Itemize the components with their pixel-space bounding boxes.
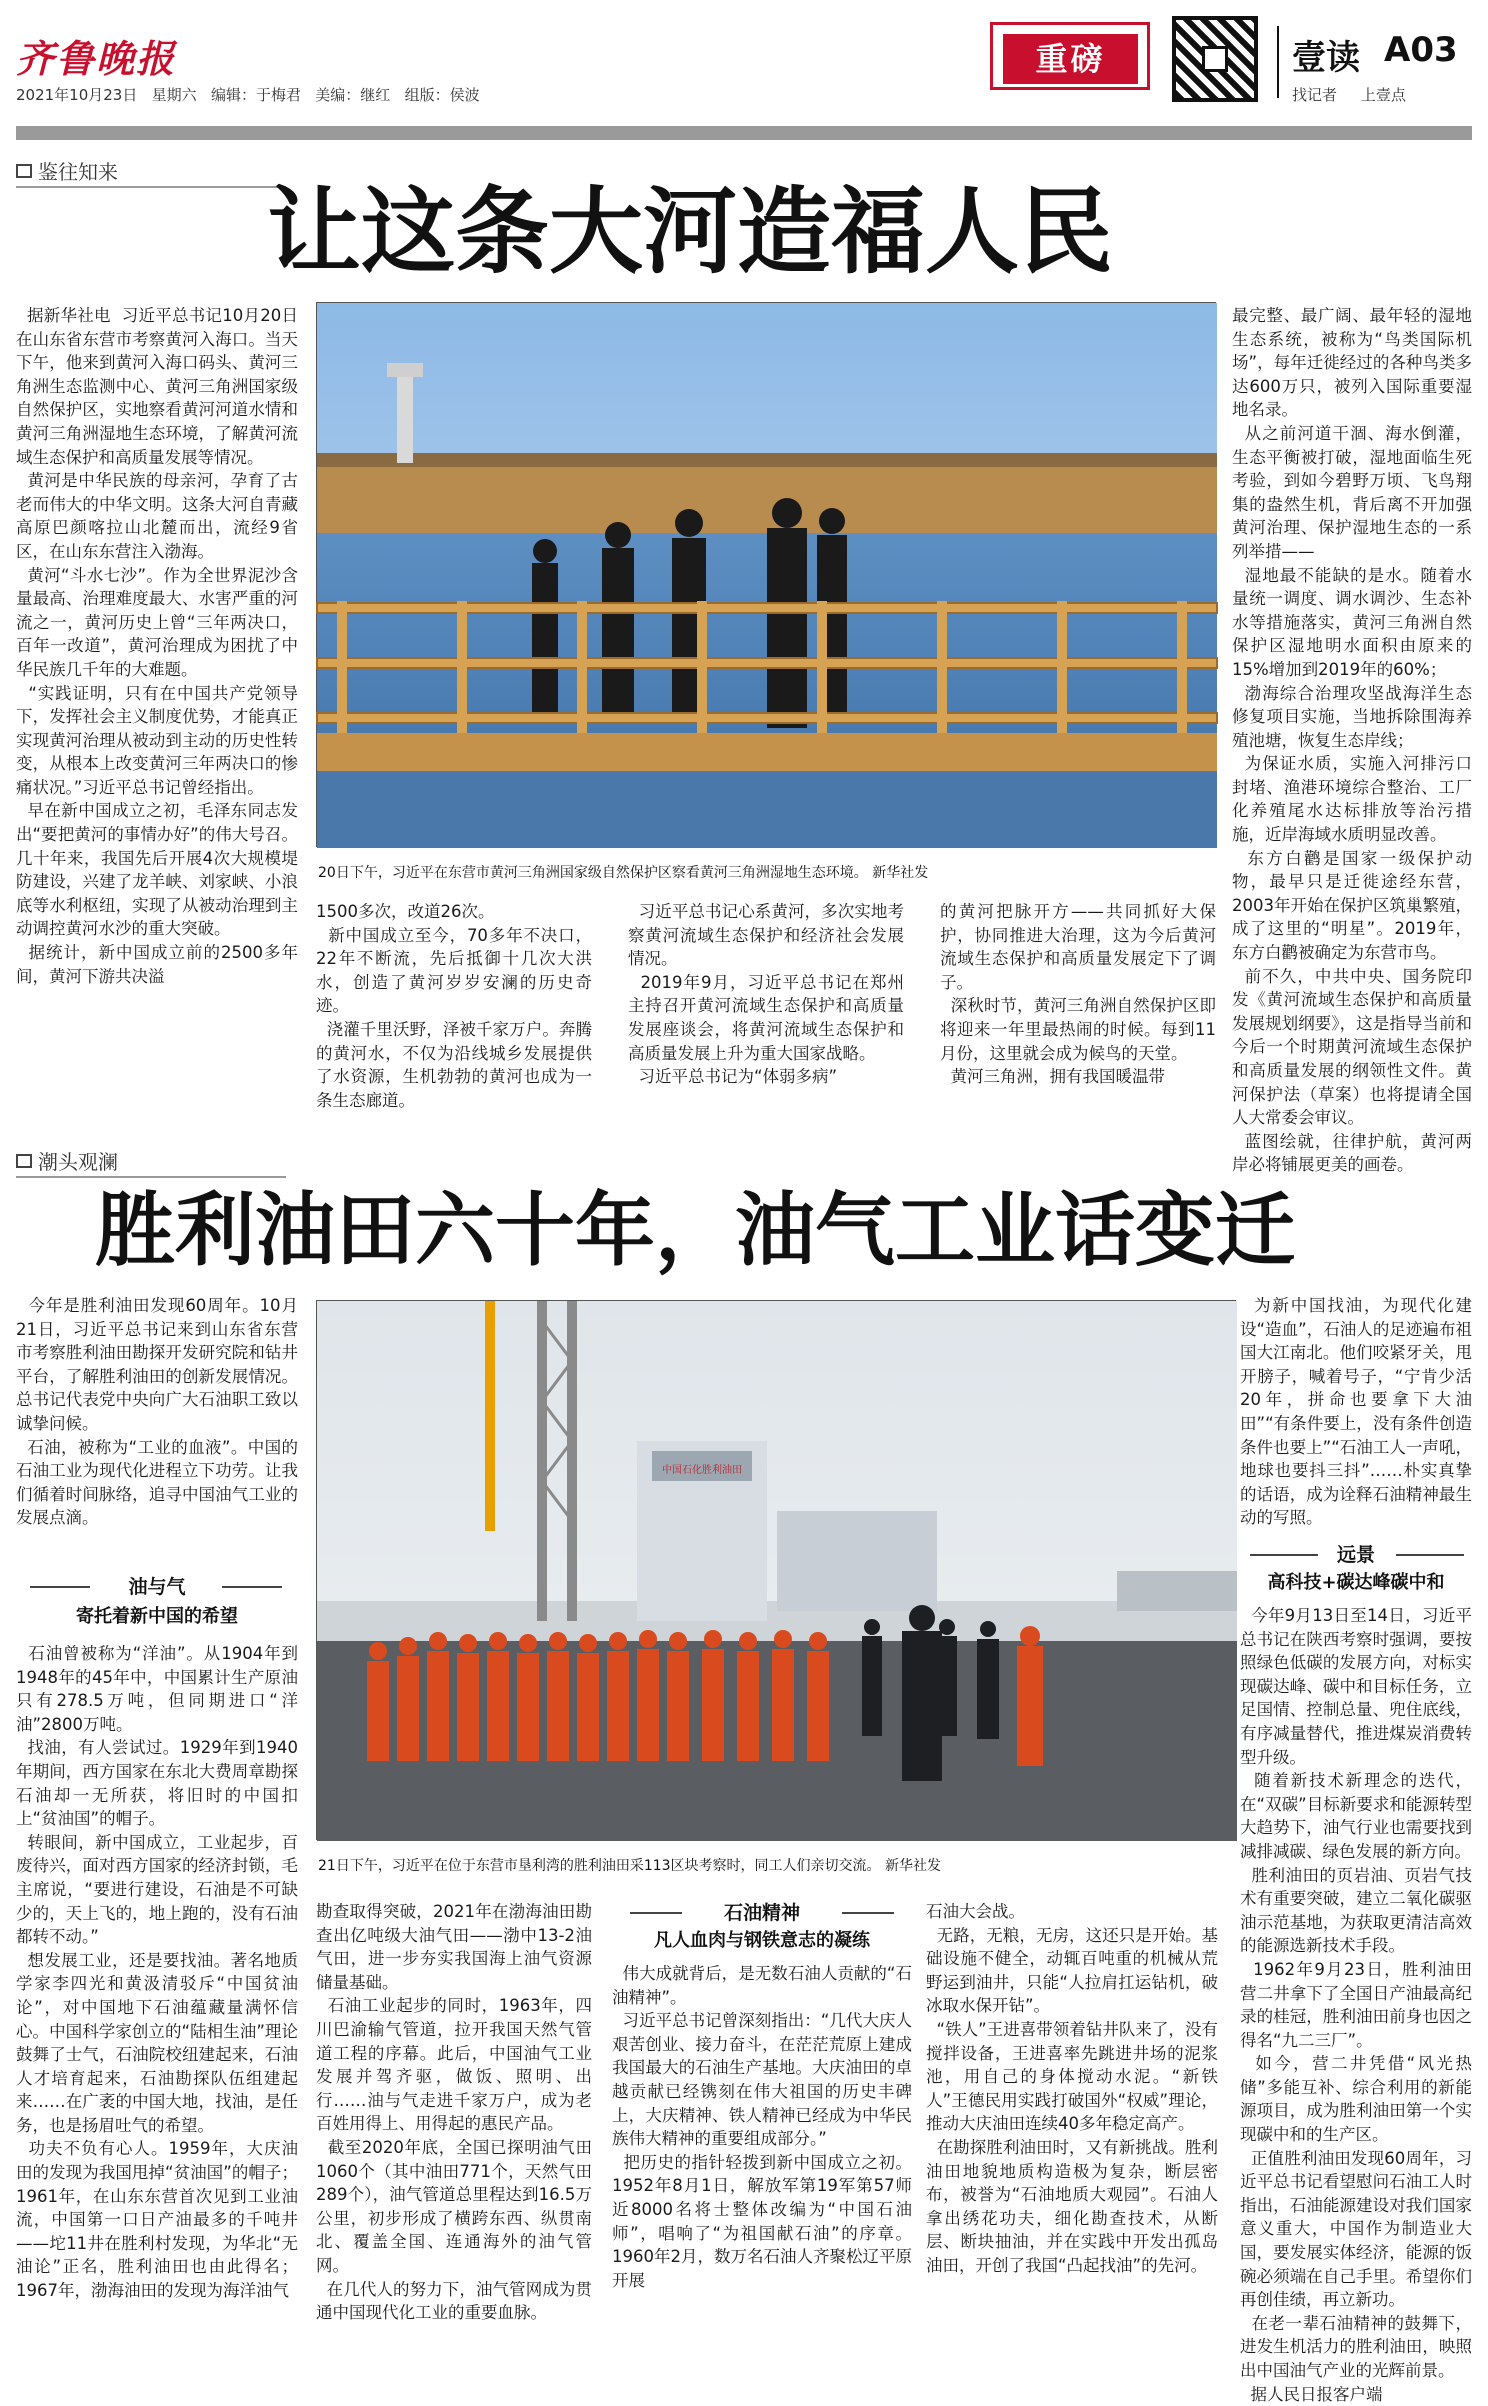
photo-oilfield-visit xyxy=(316,1300,1236,1840)
section-tag: 重磅 xyxy=(1003,34,1138,84)
article-2-col-5b: 今年9月13日至14日，习近平总书记在陕西考察时强调，要按照绿色低碳的发展方向，对标实现碳达峰、碳中和目标任务，立足国情、控制总量、兜住底线，有序减量替代，推进煤炭消费转型升级。 随着新技术新理念的迭代，在“双碳”目标新要求和能源转型大趋势下，油气行业也需要找到减排减碳、绿色发展的新方向。 胜利油田的页岩油、页岩气技术有重要突破，建立二氧化碳驱油示范基地，为获取更清洁高效的能源选新技术手段。 1962年9月23日，胜利油田营二井拿下了全国日产油最高纪录的桂冠，胜利油田前身也因之得名“九二三厂”。 如今，营二井凭借“风光热储”多能互补、综合利用的新能源项目，成为胜利油田第一个实现碳中和的生产区。 正值胜利油田发现60周年，习近平总书记看望慰问石油工人时指出，石油能源建设对我们国家意义重大，中国作为制造业大国，要发展实体经济，能源的饭碗必须端在自己手里。希望你们再创佳绩，再立新功。 在老一辈石油精神的鼓舞下，进发生机活力的胜利油田，映照出中国油气产业的光辉前景。 据人民日报客户端 xyxy=(1240,1606,1472,2404)
masthead-divider xyxy=(1277,26,1279,98)
subhead-rule xyxy=(222,1586,282,1588)
subhead-1b: 寄托着新中国的希望 xyxy=(76,1606,238,1627)
article-1-col-1: 据新华社电 习近平总书记10月20日在山东省东营市考察黄河入海口。当天下午，他来到黄河入海口码头、黄河三角洲生态监测中心、黄河三角洲国家级自然保护区，实地察看黄河河道水情和黄河三角洲湿地生态环境，了解黄河流域生态保护和高质量发展等情况。 黄河是中华民族的母亲河，孕育了古老而伟大的中华文明。这条大河自青藏高原巴颜喀拉山北麓而出，流经9省区，在山东东营注入渤海。 黄河“斗水七沙”。作为全世界泥沙含量最高、治理难度最大、水害严重的河流之一，黄河历史上曾“三年两决口，百年一改道”，黄河治理成为困扰了中华民族几千年的大难题。 “实践证明，只有在中国共产党领导下，发挥社会主义制度优势，才能真正实现黄河治理从被动到主动的历史性转变，从根本上改变黄河三年两决口的惨痛状况。”习近平总书记曾经指出。 早在新中国成立之初，毛泽东同志发出“要把黄河的事情办好”的伟大号召。几十年来，我国先后开展4次大规模堤防建设，兴建了龙羊峡、刘家峡、小浪底等水利枢纽，实现了从被动治理到主动调控黄河水沙的重大突破。 据统计，新中国成立前的2500多年间，黄河下游共决溢 xyxy=(16,306,298,986)
subhead-3b: 高科技+碳达峰碳中和 xyxy=(1267,1572,1445,1593)
article-2-col-4: 石油大会战。 无路，无粮，无房，这还只是开始。基础设施不健全，动辄百吨重的机械从荒野运到油井，只能“人拉肩扛运钻机，破冰取水保开钻”。 “铁人”王进喜带领着钻井队来了，没有搅拌设备，王进喜率先跳进井场的泥浆池，用自己的身体搅动水泥。“新铁人”王德民用实践打破国外“权威”理论，推动大庆油田连续40多年稳定高产。 在勘探胜利油田时，又有新挑战。胜利油田地貌地质构造极为复杂，断层密布，被誉为“石油地质大观园”。石油人拿出绣花功夫，细化勘查技术，从断层、断块抽油，并在实践中开发出孤岛油田，开创了我国“凸起找油”的先河。 xyxy=(926,1902,1218,2275)
rig-sign: 中国石化胜利油田 xyxy=(662,1465,742,1476)
article-1-col-2: 1500多次，改道26次。 新中国成立至今，70多年不决口，22年不断流，先后抵御十几次大洪水，创造了黄河岁岁安澜的历史奇迹。 浇灌千里沃野，泽被千家万户。奔腾的黄河水，不仅为沿线城乡发展提供了水资源，生机勃勃的黄河也成为一条生态廊道。 xyxy=(316,902,592,1110)
column-label-text: 鉴往知来 xyxy=(38,160,118,184)
photo-caption-2: 21日下午，习近平在位于东营市垦利湾的胜利油田采113区块考察时，同工人们亲切交流。 新华社发 xyxy=(318,1858,941,1874)
subhead-rule xyxy=(842,1912,894,1914)
photo-wetland-inspection xyxy=(316,302,1216,847)
top-rule xyxy=(16,126,1472,140)
page-number: A03 xyxy=(1384,30,1458,70)
subhead-2: 石油精神 xyxy=(723,1902,800,1924)
label-rule xyxy=(16,1176,286,1178)
subhead-1: 油与气 xyxy=(128,1576,186,1598)
headline-1: 让这条大河造福人民 xyxy=(266,177,1113,287)
subhead-3: 远景 xyxy=(1336,1544,1375,1566)
qr-code-icon[interactable] xyxy=(1172,16,1258,102)
newspaper-logo: 齐鲁晚报 xyxy=(16,36,177,81)
subhead-2b: 凡人血肉与钢铁意志的凝练 xyxy=(654,1930,870,1951)
column-label-text: 潮头观澜 xyxy=(38,1150,118,1174)
article-1-col-4: 的黄河把脉开方——共同抓好大保护，协同推进大治理，这为今后黄河流域生态保护和高质量发展定下了调子。 深秋时节，黄河三角洲自然保护区即将迎来一年里最热闹的时候。每到11月份，这里就会成为候鸟的天堂。 黄河三角洲，拥有我国暖温带 xyxy=(940,902,1216,1087)
masthead-byline: 找记者 上壹点 xyxy=(1292,86,1406,104)
article-2-col-3: 伟大成就背后，是无数石油人贡献的“石油精神”。 习近平总书记曾深刻指出：“几代大庆人艰苦创业、接力奋斗，在茫茫荒原上建成我国最大的石油生产基地。大庆油田的卓越贡献已经镌刻在伟大祖国的历史丰碑上，大庆精神、铁人精神已经成为中华民族伟大精神的重要组成部分。” 把历史的指针轻拨到新中国成立之初。1952年8月1日，解放军第19军第57师近8000名将士整体改编为“中国石油师”，唱响了“为祖国献石油”的序章。1960年2月，数万名石油人齐聚松辽平原开展 xyxy=(612,1964,912,2290)
column-label-2 xyxy=(16,1146,118,1175)
issue-meta: 2021年10月23日 星期六 编辑：于梅君 美编：继红 组版：侯波 xyxy=(16,86,480,104)
headline-2: 胜利油田六十年，油气工业话变迁 xyxy=(95,1183,1295,1277)
article-2-col-1b: 石油曾被称为“洋油”。从1904年到1948年的45年中，中国累计生产原油只有278.5万吨，但同期进口“洋油”2800万吨。 找油，有人尝试过。1929年到1940年期间，西方国家在东北大费周章勘探石油却一无所获，将旧时的中国扣上“贫油国”的帽子。 转眼间，新中国成立，工业起步，百废待兴，面对西方国家的经济封锁，毛主席说，“要进行建设，石油是不可缺少的，天上飞的，地上跑的，没有石油都转不动。” 想发展工业，还是要找油。著名地质学家李四光和黄汲清驳斥“中国贫油论”，对中国地下石油蕴藏量满怀信心。中国科学家创立的“陆相生油”理论鼓舞了士气，石油院校纽建起来，石油人才培育起来，石油勘探队伍组建起来……在广袤的中国大地，找油，是任务，也是扬眉吐气的希望。 功夫不负有心人。1959年，大庆油田的发现为我国甩掉“贫油国”的帽子；1961年，在山东东营首次见到工业油流，中国第一口日产油最多的千吨井——坨11井在胜利村发现，为华北“无油论”正名，胜利油田也由此得名；1967年，渤海油田的发现为海洋油气 xyxy=(16,1644,298,2301)
subhead-rule xyxy=(1396,1554,1464,1556)
column-label-1 xyxy=(16,156,118,185)
article-2-col-2: 勘查取得突破，2021年在渤海油田勘查出亿吨级大油气田——渤中13-2油气田，进一步夯实我国海上油气资源储量基础。 石油工业起步的同时，1963年，四川巴渝输气管道，拉开我国天然气管道工程的序幕。此后，中国油气工业发展并驾齐驱，做饭、照明、出行……油与气走进千家万户，成为老百姓用得上、用得起的惠民产品。 截至2020年底，全国已探明油气田1060个（其中油田771个，天然气田289个），油气管道总里程达到16.5万公里，初步形成了横跨东西、纵贯南北、覆盖全国、连通海外的油气管网。 在几代人的努力下，油气管网成为贯通中国现代化工业的重要血脉。 xyxy=(316,1902,592,2323)
article-2-col-5a: 为新中国找油，为现代化建设“造血”，石油人的足迹遍布祖国大江南北。他们咬紧牙关，甩开膀子，喊着号子，“宁肯少活20年，拼命也要拿下大油田”“有条件要上，没有条件创造条件也要上”“石油工人一声吼，地球也要抖三抖”……朴实真挚的话语，成为诠释石油精神最生动的写照。 xyxy=(1240,1296,1472,1528)
article-2-col-1a: 今年是胜利油田发现60周年。10月21日，习近平总书记来到山东省东营市考察胜利油田勘探开发研究院和钻井平台，了解胜利油田的创新发展情况。总书记代表党中央向广大石油职工致以诚挚问候。 石油，被称为“工业的血液”。中国的石油工业为现代化进程立下功劳。让我们循着时间脉络，追寻中国油气工业的发展点滴。 xyxy=(16,1296,298,1528)
article-1-col-5: 最完整、最广阔、最年轻的湿地生态系统，被称为“鸟类国际机场”，每年迁徙经过的各种鸟类多达600万只，被列入国际重要湿地名录。 从之前河道干涸、海水倒灌，生态平衡被打破，湿地面临生死考验，到如今碧野万顷、飞鸟翔集的盎然生机，背后离不开加强黄河治理、保护湿地生态的一系列举措—— 湿地最不能缺的是水。随着水量统一调度、调水调沙、生态补水等措施落实，黄河三角洲自然保护区湿地明水面积由原来的15%增加到2019年的60%； 渤海综合治理攻坚战海洋生态修复项目实施，当地拆除围海养殖池塘，恢复生态岸线； 为保证水质，实施入河排污口封堵、渔港环境综合整治、工厂化养殖尾水达标排放等治污措施，近岸海域水质明显改善。 东方白鹳是国家一级保护动物，最早只是迁徙途经东营，2003年开始在保护区筑巢繁殖，成了这里的“明星”。2019年，东方白鹳被确定为东营市鸟。 前不久，中共中央、国务院印发《黄河流域生态保护和高质量发展规划纲要》，这是指导当前和今后一个时期黄河流域生态保护和高质量发展的纲领性文件。黄河保护法（草案）也将提请全国人大常委会审议。 蓝图绘就，往律护航，黄河两岸必将铺展更美的画卷。 xyxy=(1232,306,1472,1175)
photo-caption-1: 20日下午，习近平在东营市黄河三角洲国家级自然保护区察看黄河三角洲湿地生态环境。 新华社发 xyxy=(318,865,929,881)
section-name: 壹读 xyxy=(1292,38,1360,78)
article-1-col-3: 习近平总书记心系黄河，多次实地考察黄河流域生态保护和经济社会发展情况。 2019年9月，习近平总书记在郑州主持召开黄河流域生态保护和高质量发展座谈会，将黄河流域生态保护和高质量发展上升为重大国家战略。 习近平总书记为“体弱多病” xyxy=(628,902,904,1087)
